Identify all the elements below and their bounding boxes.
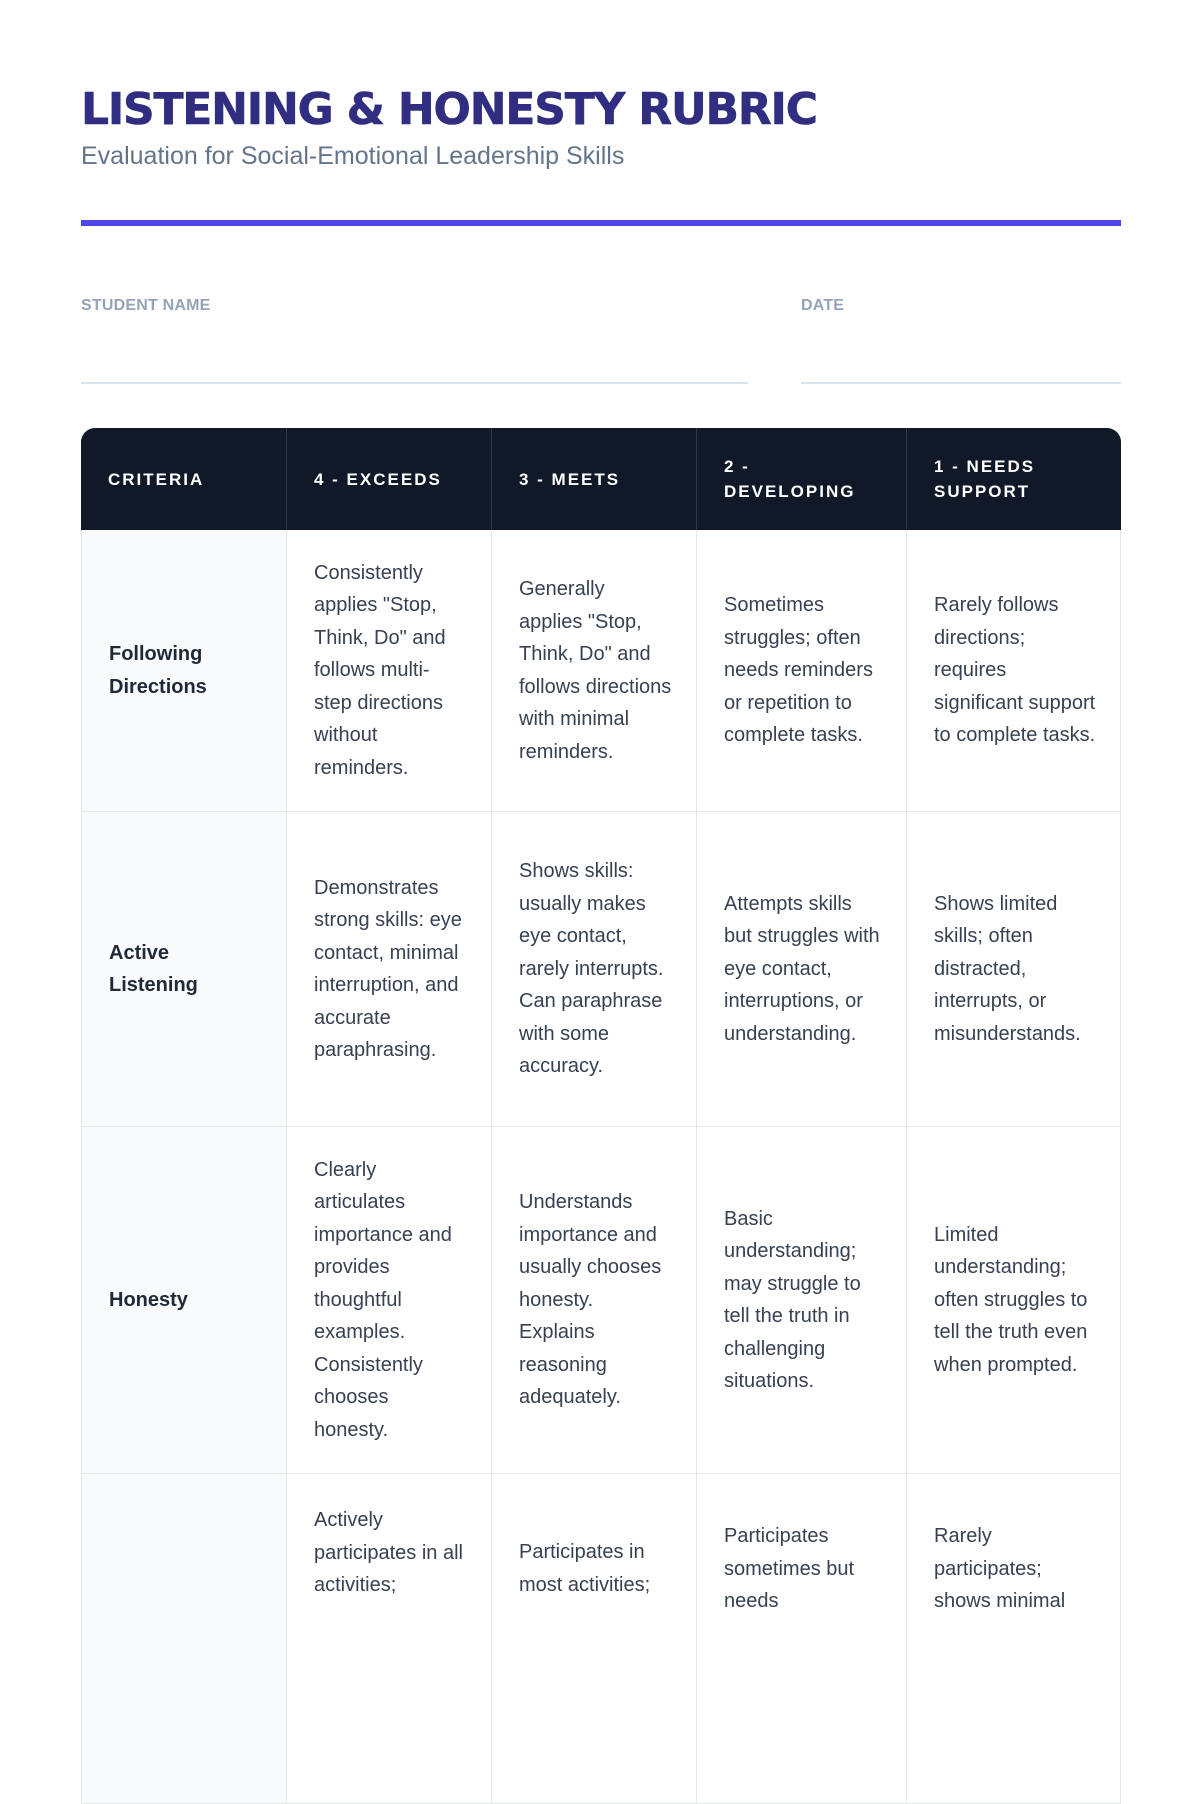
date-line[interactable]: [801, 382, 1121, 384]
developing-cell: Sometimes struggles; often needs reminders or repetition to complete tasks.: [697, 530, 907, 812]
meets-cell: Understands importance and usually chooses honesty. Explains reasoning adequately.: [492, 1127, 697, 1474]
student-name-field[interactable]: [81, 296, 748, 316]
header-developing: 2 - DEVELOPING: [697, 428, 907, 530]
student-name-label: STUDENT NAME: [81, 297, 211, 314]
rubric-page: [81, 80, 1121, 1612]
developing-cell: Attempts skills but struggles with eye contact, interruptions, or understanding.: [697, 812, 907, 1127]
header-needs-support: 1 - NEEDS SUPPORT: [907, 428, 1121, 530]
criteria-cell: [81, 1474, 287, 1804]
exceeds-cell: Actively participates in all activities;: [287, 1474, 492, 1804]
rubric-row-participation: [81, 1474, 1121, 1804]
rubric-row-active-listening: [81, 812, 1121, 1127]
meets-cell: Shows skills: usually makes eye contact, rarely interrupts. Can paraphrase with some accuracy.: [492, 812, 697, 1127]
meets-cell: Generally applies "Stop, Think, Do" and follows directions with minimal reminders.: [492, 530, 697, 812]
exceeds-cell: Demonstrates strong skills: eye contact, minimal interruption, and accurate paraphrasing.: [287, 812, 492, 1127]
page-subtitle: Evaluation for Social-Emotional Leadership Skills: [81, 142, 625, 170]
date-label: DATE: [801, 297, 845, 314]
criteria-cell: Honesty: [81, 1127, 287, 1474]
rubric-header-row: [81, 428, 1121, 530]
exceeds-cell: Consistently applies "Stop, Think, Do" and follows multi-step directions without reminders.: [287, 530, 492, 812]
header-criteria: CRITERIA: [81, 428, 287, 530]
meets-cell: Participates in most activities;: [492, 1474, 697, 1804]
header-exceeds: 4 - EXCEEDS: [287, 428, 492, 530]
header-meets: 3 - MEETS: [492, 428, 697, 530]
needs-support-cell: Rarely follows directions; requires significant support to complete tasks.: [907, 530, 1121, 812]
rubric-row-honesty: [81, 1127, 1121, 1474]
needs-support-cell: Limited understanding; often struggles to tell the truth even when prompted.: [907, 1127, 1121, 1474]
page-title: LISTENING & HONESTY RUBRIC: [81, 84, 817, 135]
title-divider: [81, 220, 1121, 226]
developing-cell: Participates sometimes but needs: [697, 1474, 907, 1804]
criteria-cell: Following Directions: [81, 530, 287, 812]
needs-support-cell: Rarely participates; shows minimal: [907, 1474, 1121, 1804]
rubric-table: [81, 428, 1121, 1804]
date-field[interactable]: [801, 296, 1121, 316]
criteria-cell: Active Listening: [81, 812, 287, 1127]
student-name-line[interactable]: [81, 382, 748, 384]
needs-support-cell: Shows limited skills; often distracted, interrupts, or misunderstands.: [907, 812, 1121, 1127]
exceeds-cell: Clearly articulates importance and provides thoughtful examples. Consistently chooses honesty.: [287, 1127, 492, 1474]
rubric-row-following-directions: [81, 530, 1121, 812]
developing-cell: Basic understanding; may struggle to tell the truth in challenging situations.: [697, 1127, 907, 1474]
